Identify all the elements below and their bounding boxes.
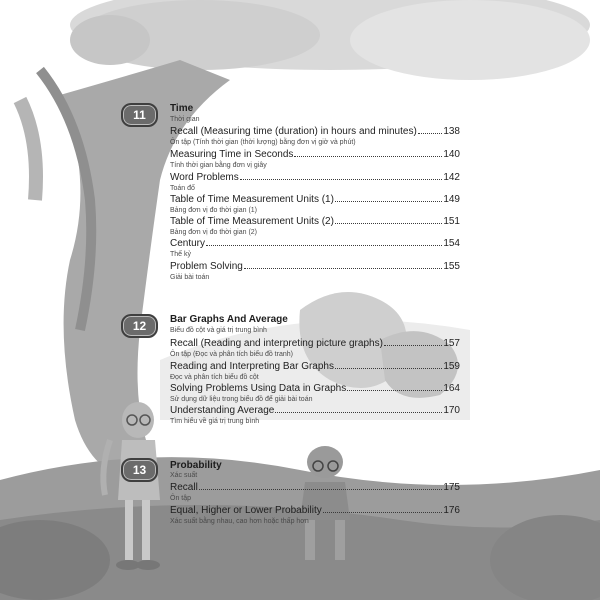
chapter-subtitle: Thời gian (170, 116, 200, 123)
toc-entry[interactable] (170, 337, 460, 359)
entry-page-number: 157 (443, 338, 460, 349)
entry-subtitle: Tìm hiểu về giá trị trung bình (170, 418, 260, 425)
entry-subtitle: Ôn tập (Tính thời gian (thời lượng) bằng đơn vị giờ và phút) (170, 139, 356, 146)
entry-title: Problem Solving (170, 261, 243, 272)
entry-title: Table of Time Measurement Units (1) (170, 194, 334, 205)
chapter-number-badge: 12 (121, 314, 158, 338)
entry-title: Recall (Measuring time (duration) in hours and minutes) (170, 126, 417, 137)
toc-entry[interactable] (170, 125, 460, 147)
entry-page-number: 164 (443, 383, 460, 394)
toc-entry[interactable] (170, 148, 460, 170)
dot-leader (384, 337, 442, 346)
toc-entry[interactable] (170, 193, 460, 215)
entry-page-number: 151 (443, 216, 460, 227)
entry-subtitle: Tính thời gian bằng đơn vị giây (170, 162, 267, 169)
entry-page-number: 149 (443, 194, 460, 205)
dot-leader (347, 382, 442, 391)
dot-leader (206, 237, 442, 246)
entry-page-number: 176 (443, 505, 460, 516)
entry-subtitle: Giải bài toán (170, 274, 210, 281)
entry-subtitle: Sử dụng dữ liệu trong biểu đồ để giải bài toán (170, 396, 313, 403)
chapter-subtitle: Biểu đồ cột và giá trị trung bình (170, 327, 267, 334)
entry-subtitle: Bảng đơn vị đo thời gian (2) (170, 229, 258, 236)
entry-subtitle: Bảng đơn vị đo thời gian (1) (170, 207, 258, 214)
entry-title: Recall (170, 482, 198, 493)
entry-page-number: 154 (443, 238, 460, 249)
entry-subtitle: Thế kỷ (170, 251, 192, 258)
entry-title: Measuring Time in Seconds (170, 149, 294, 160)
toc-entry[interactable] (170, 382, 460, 404)
entry-title: Recall (Reading and interpreting picture graphs) (170, 338, 383, 349)
entry-subtitle: Ôn tập (170, 495, 192, 502)
dot-leader (335, 193, 442, 202)
dot-leader (323, 504, 443, 513)
toc-entry[interactable] (170, 171, 460, 193)
entry-subtitle: Ôn tập (Đọc và phân tích biểu đồ tranh) (170, 351, 293, 358)
dot-leader (335, 215, 442, 224)
entry-title: Table of Time Measurement Units (2) (170, 216, 334, 227)
entry-title: Reading and Interpreting Bar Graphs (170, 361, 334, 372)
entry-subtitle: Toán đố (170, 185, 195, 192)
dot-leader (335, 360, 442, 369)
chapter-subtitle: Xác suất (170, 472, 198, 479)
chapter-title: Probability (170, 460, 222, 471)
dot-leader (199, 481, 443, 490)
dot-leader (275, 404, 442, 413)
entry-title: Century (170, 238, 206, 249)
entry-page-number: 155 (443, 261, 460, 272)
toc-entry[interactable] (170, 260, 460, 282)
entry-title: Equal, Higher or Lower Probability (170, 505, 322, 516)
toc-entry[interactable] (170, 215, 460, 237)
chapter-number-badge: 13 (121, 458, 158, 482)
entry-page-number: 140 (443, 149, 460, 160)
toc-entry[interactable] (170, 504, 460, 526)
dot-leader (240, 171, 443, 180)
entry-page-number: 175 (443, 482, 460, 493)
dot-leader (294, 148, 442, 157)
chapter-title: Time (170, 103, 194, 114)
entry-page-number: 138 (443, 126, 460, 137)
toc-entry[interactable] (170, 360, 460, 382)
entry-page-number: 159 (443, 361, 460, 372)
entry-title: Understanding Average (170, 405, 275, 416)
toc-entry[interactable] (170, 237, 460, 259)
toc-entry[interactable] (170, 404, 460, 426)
tree-foliage (70, 0, 590, 80)
entry-title: Word Problems (170, 172, 239, 183)
dot-leader (244, 260, 443, 269)
entry-subtitle: Xác suất bằng nhau, cao hơn hoặc thấp hơn (170, 518, 309, 525)
entry-page-number: 170 (443, 405, 460, 416)
chapter-number-badge: 11 (121, 103, 158, 127)
entry-title: Solving Problems Using Data in Graphs (170, 383, 347, 394)
dot-leader (418, 125, 443, 134)
toc-entry[interactable] (170, 481, 460, 503)
chapter-title: Bar Graphs And Average (170, 314, 288, 325)
entry-page-number: 142 (443, 172, 460, 183)
entry-subtitle: Đọc và phân tích biểu đồ cột (170, 374, 259, 381)
